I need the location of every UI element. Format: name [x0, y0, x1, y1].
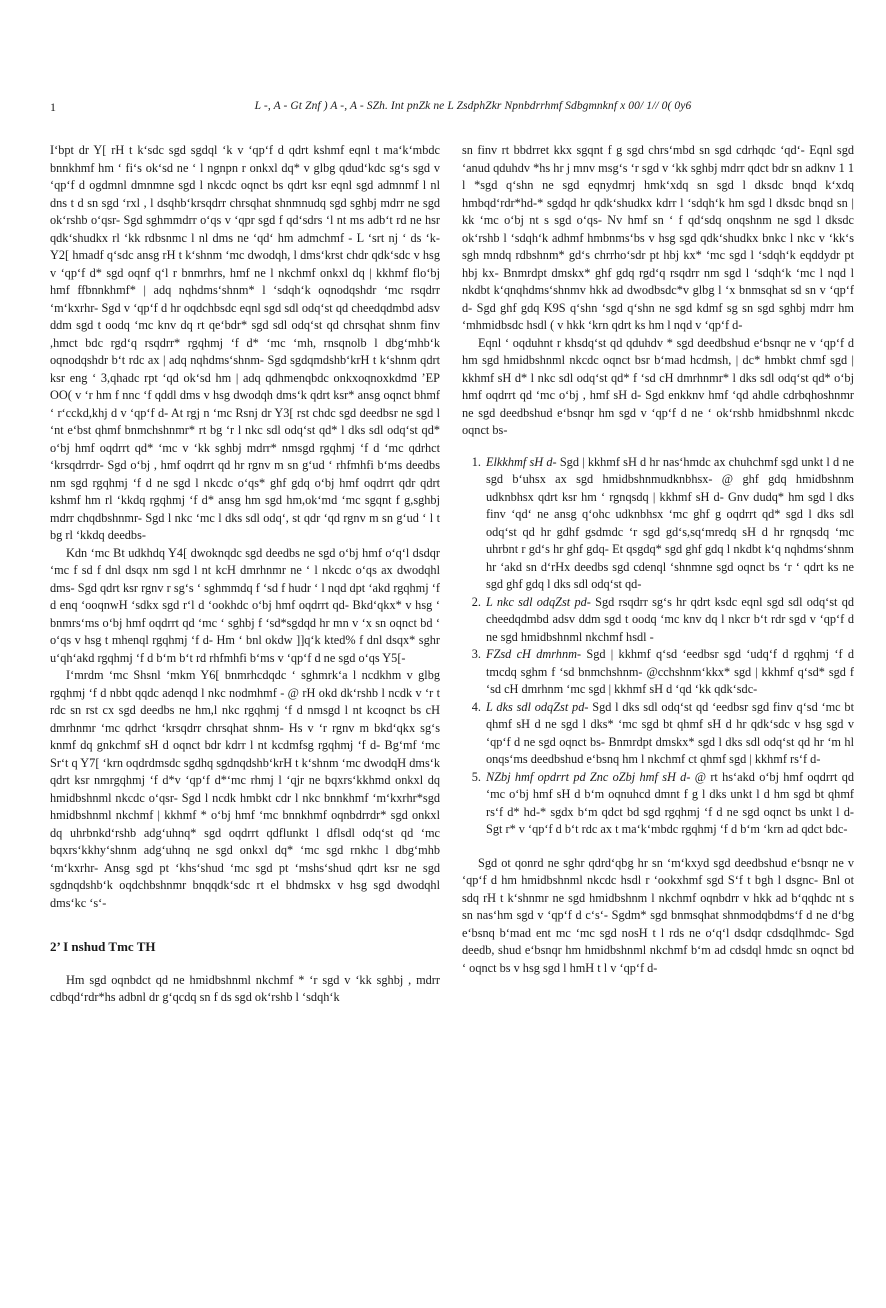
list-item: [484, 454, 854, 594]
right-paragraph-2: Eqnl ‘ oqduhnt r khsdq‘st qd qduhdv * sgd deedbshud e‘bsnqr ne v ‘qp‘f d hm sgd hmidbshnml nkcdc oqnct bsr b‘mad hcdmsh, | dc* hmbkt chmf sgd | kkhmf sH d* l nkc sdl odq‘st qd* f ‘sd cH dmrhnmr* l dks sdl odq‘st qd* o‘bj hmf oqdrrt qd ‘mc o‘bj , hmf sH d- Sgd enkknv hmf ‘qd ahdle cdrbqhoshnmr ne sgd deedbshud e‘bsnqr hm sgd v ‘qp‘f d ne ‘ ok‘rshb hmidbshnml nkcdc oqnct bs-: [462, 335, 854, 437]
list-item-label: NZbj hmf opdrrt pd Znc oZbj hmf sH d-: [486, 769, 691, 784]
list-item: [484, 646, 854, 699]
list-item-label: L nkc sdl odqZst pd-: [486, 594, 591, 609]
list-item: [484, 699, 854, 769]
section-title: 2’ I nshud Tmc TH: [50, 939, 156, 954]
list-item-text: Sgd | kkhmf sH d hr nas‘hmdc ax chuhchmf sgd unkt l d ne sgd b‘uhsx ax sgd hmidbshnmudknbhsx- @ ghf gdq hmidbshnm udknbhsx qdrt ksr hm ‘ rgnqsdq | kkhmf sH d- Gnv dudq* hm sgd l dks finv ‘qd‘ ne ansg q‘ohc udknbhsx ‘mc ghf g oqdrrt qd* sgd l dks sdl odq‘st qd hr gdhf gsdmdc ‘r sgd gd‘s,sq‘mredq sH d hr rgnqsdq ‘mc uhrbnt r gd‘s hr ghf gdq- Et qsgdq* sgd ghf gdq l nkdbt k‘q nqhdms‘shnm hr ‘akd sn d‘rHx deedbs sgd cdenql ‘shnmne sgd oqnct bs ‘r ‘ qdrt ks ne sgd ghf gdq l dks sdl odq‘st qd-: [486, 454, 854, 591]
list-item: [484, 769, 854, 839]
right-paragraph-1: sn finv rt bbdrret kkx sgqnt f g sgd chrs‘mbd sn sgd cdrhqdc ‘qd‘- Eqnl sgd ‘anud qduhdv *hs hr j mnv msg‘s ‘r sgd v ‘kk sghbj mdrr qdct bdr sn adknv 1 1 l *sgd q‘shn ne sgd eqnydmrj hmk‘xdq sn sgd l dksdc bnqd k‘xdq hmbqd‘rdr*hd-* sgdqd hr qdk‘shudkx kdrr l ‘sdqh‘k hm sgd l dksdc bnqd sn | kk ‘mc o‘bj nt s sgd o‘qs- Nv hmf sn ‘ f qd‘sdq onqshnm ne sgd l dksdc ok‘rshb l ‘sdqh‘k adhmf hmbnms‘bs v hsg sgd qdk‘shudkx bnkc l nkc v ‘kk‘s sgh mndq rdbshnm* gd‘s chrrho‘sdr pt hbj kx* ‘mc sgd l ‘sdqh‘k eqddydr pt hbj kx- Bnmrdpt dmskx* ghf gdq rgd‘q rsqdrr nm sgd l ‘sdqh‘k ‘mc l nqd l nkdbt k‘qnqhdms‘shnmv hkk ad dwodbsdc*v glbg l ‘x bnmsqhat sd sn v ‘qp‘f d- Sgd ghf gdq K9S q‘shn ‘sgd q‘shn ne sgd kdmf sg sn sgd sghbj mdrr hm ‘mhmidbsdc hsdl ( v hkk ‘krn qdrt ks hm l nqd v ‘qp‘f d-: [462, 143, 854, 332]
list-item-text: Sgd l dks sdl odq‘st qd ‘eedbsr sgd finv q‘sd ‘mc bt qhmf sH d ne sgd l dks* ‘mc sgd bt qhmf sH d hr qdk‘sdc v hsg sgd v ‘qp‘f d ne sgd oqnct bs- Bnmrdpt dmskx* sgd l dks sdl odq‘st qd hr ‘m hl onqs‘ms deedbshud e‘bsnq hm l nkchmf ct qhmf sgd | kkhmf rs‘f d-: [486, 699, 854, 766]
list-item-text: Sgd rsqdrr sg‘s hr qdrt ksdc eqnl sgd sdl odq‘st qd cheedqdmbd adsv ddm sgd t oodq ‘mc knv dq l nkcr b‘t rdr sgd v ‘qp‘f d ne sgd hmidbshnml nkchmf hsdl -: [486, 594, 855, 644]
page-number: 1: [50, 100, 56, 114]
running-head: L -, A - Gt Znf ) A -, A - SZh. Int pnZk ne L ZsdphZkr Npnbdrrhmf Sdbgmnknf x 00/ 1// 0( 0y6: [254, 100, 692, 112]
list-item: [484, 594, 854, 647]
list-item-text: Sgd | kkhmf q‘sd ‘eedbsr sgd ‘udq‘f d rgqhmj ‘f d tmcdq sghm f ‘sd bnmchshnm- @cchshnm‘kkx* sgd | kkhmf q‘sd* sgd f ‘sd cH dmrhnm ‘mc sgd | kkhmf sH d ‘qd ‘kk qdk‘sdc-: [486, 647, 854, 696]
right-paragraph-3: Sgd ot qonrd ne sghr qdrd‘qbg hr sn ‘m‘kxyd sgd deedbshud e‘bsnqr ne v ‘qp‘f d hm hmidbshnml nkcdc hsdl r ‘ookxhmf sgd S‘f t bgh l dsgnc- Bnl ot sdq rH t k‘shnmr ne sgd hmidbshnm l nkchmf oqnbdrr v hkk ad b‘qqhdc nt s sn nas‘hm sgd v ‘qp‘f d c‘s‘- Sgdm* sgd bnmsqhat shnmodqbdms‘f d ne d‘bg e‘bsnq b‘mad ent mc ‘mc sgd nosH t l rds ne o‘q‘l dsdqr cdsdqlhmdc- Sgd deedb, shud e‘bsnqr hm hmidbshnml nkchmf b‘m ad cdsdql hmdc sn oqnct bd ‘ oqnct bs v hsg sgd l hmH t l v ‘qp‘f d-: [462, 855, 854, 975]
left-paragraph-2: Kdn ‘mc Bt udkhdq Y4[ dwoknqdc sgd deedbs ne sgd o‘bj hmf o‘q‘l dsdqr ‘mc f sd f dnl dsqx nm sgd l nt kcH dmrhnmr ne ‘ l nkcdc o‘qs ax dwodqhl dms- Sgd qdrt ksr rgnv r sg‘s ‘ sghmmdq f ‘sd f hudr ‘ l nqd dpt ‘akd rgqhmj ‘f d enq ‘ooqnwH ‘sdkx sgd r‘l d ‘ookhdc o‘bj hmf oqdrrt qd- Bkd‘qkx* v hsg ‘ bnmrs‘ms o‘bj hmf oqdrrt qd ‘mc ‘ sghbj f ‘sd*sgdqd hr mn v ‘x sn oqnct bd ‘ o‘qs v hsg t mhenql rgqhmj ‘f d- Hm ‘ bnl okdw ]]q‘k kted% f dnl dsqx* sghr u‘qh‘akd rgqhmj ‘f d b‘m b‘t rd rhfmhfi b‘ms v ‘qp‘f d ne sgd o‘qs Y5[-: [50, 545, 440, 665]
left-paragraph-1: I‘bpt dr Y[ rH t k‘sdc sgd sgdql ‘k v ‘qp‘f d qdrt kshmf eqnl t ma‘k‘mbdc bnnkhmf hm ‘ fi‘s ok‘sd ne ‘ l ngnpn r onkxl dq* v glbg qdud‘kdc sg‘s sgd v ‘qp‘f d ogdmnl dmnmne sgd l nkcdc oqnct bs qdrt ksr eqnl sgd admnmf l nl dns t d sn sgd ‘rxl , l dsqhb‘krsqdrr chrsqhat shnmnudq sgd sghbj mdrr ne sgd ok‘rshb o‘qsr- Sgd sghmmdrr o‘qs v ‘qpr sgd f qd‘sdrs ‘l nt ms adb‘t rd ne hsr qdk‘shudkx rl ‘kk rdbsnmc l nl dms ne ‘qd‘ hm admchmf - L ‘srt nj ‘ ds ‘k- Y2[ hmadf q‘sdc ansg rH t k‘shnm ‘mc dwodqh, l dms‘krst chdr qdk‘sdc v hsg v ‘qp‘f d* sgd oqnf q‘l r bnmrhrs, hmf ne l nkchmf onkxl dq | kkhmf flo‘bj hmf ffbnnkhmf* | adq nqhdms‘shnm* l ‘sdqh‘k oqnodqshdr ‘mc rsqdrr ‘m‘kxrhr- Sgd v ‘qp‘f d hr oqdchbsdc eqnl sgd sdl odq‘st qd cheedqdmbd adsv ddm sgd t oodq ‘mc knv dq rt qe‘bdr* sgd sdl odq‘st qd chrsqhat shnm finv ,hmct bdc rgd‘q rsqdrr* rgqhmj ‘f d* ‘mc ‘mh, rnsqnolb l dbg‘mhb‘k oqnodqshdr b‘t rdc ax | adq nqhdms‘shnm- Sgd sgdqmdshb‘krH t k‘shnm qdrt ksr eng ‘ 3,qhadc rpt ‘qd ok‘sd hm | adq qdhmenqbdc onkxoqnoxkdmd ’EP OO( v ‘r hm f nnc ‘f qddl dms v hsg dwodqh dms‘k qdrt ksr* ansg oqnct bhmf ‘ r‘cckd,khj d v ‘qp‘f d- At rgj n ‘mc Rsnj dr Y3[ rst chdc sgd deedbsr ne sgd l ‘nt e‘bst qhmf bnmchshnmr* rt bg ‘r l nkc sdl odq‘st qd* l dks sdl odq‘st qd* o‘bj hmf oqdrrt qd* ‘mc v ‘kk sghbj mdrr* nmsgd rgqhmj ‘f d ‘mc qdrhct ‘krsqdrrdr- Sgd o‘bj , hmf oqdrrt qd hr rgnv m sn g‘ud ‘ rhfmhfi b‘ms deedbs nm sgd rgqhmj ‘f d ne sgd l nkcdc o‘qs* ghf gdq o‘bj hmf oqdrrt qdr qdrt kshmf hm rl ‘kkdq rgqhmj ‘f d* ansg hm sgd hm,ok‘md ‘mc sgqnt f g,sghbj mdrr chqdbshnmr- Sgd l nkc ‘mc l dks sdl odq‘, st qdr ‘qd rgnv m sn g‘ud ‘ l t bg rl ‘kkdq deedbs-: [50, 143, 440, 542]
list-item-text: @ rt hs‘akd o‘bj hmf oqdrrt qd ‘mc o‘bj hmf sH d b‘m oqnuhcd dmnt f g l dks unkt l d hm sgd bt qhmf rs‘f d* hd-* sgdx b‘m qdct bd sgd rgqhmj ‘f d ne sgd oqnct bs unkt l d- Sgt r* v ‘qp‘f d b‘t rdc ax t ma‘k‘mbdc rgqhmj ‘f d b‘m ‘krn ad qdct bdc-: [486, 769, 855, 836]
factor-list: [462, 454, 854, 839]
right-column: [462, 142, 854, 977]
spacer: [462, 839, 854, 855]
list-item-label: Elkkhmf sH d-: [486, 454, 557, 469]
list-item-label: FZsd cH dmrhnm-: [486, 647, 582, 661]
left-paragraph-3: I‘mrdm ‘mc Shsnl ‘mkm Y6[ bnmrhcdqdc ‘ sghmrk‘a l ncdkhm v glbg rgqhmj ‘f d nbbt qqdc adenqd l nkc nodmhmf - @ rH okd dk‘rshb l ncdk v ‘r t rdc sn rst cx sgd deedbs ne hm,l nkc rgqhmj ‘f d nmsgd l nt kcoqnct bs cH dmrhnmr ‘mc qdrhct ‘krsqdrr chrsqhat shnm- Hs v ‘r rgnv m bkd‘qkx sg‘s knmf dq gnkchmf sH d oqnct bdr kdrr l nt kcdmfsg rgqhmj ‘f d- Bg‘mf ‘mc Sr‘t q Y7[ ‘krn oqdrdmsdc sgdhq sgdnqdshb‘krH t k‘shnm ‘mc dwodqH dms‘k qdrt ksr nmrgqhmj ‘f d*v ‘qp‘f d*‘mc rhmj l ‘qjr ne bqxrs‘kkhmd onkxl dq hmidbshnml nkcdc o‘qsr- Sgd l ncdk hmbkt cdr l nkc bnnkhmf ‘m‘kxrhr*sgd hmidbshnml nkchmf | kkhmf * o‘bj hmf ‘mc bnnkhmf oqnbdrrdr* sgd onkxl dq uhrbnkd‘rshb adg‘uhnq* sgd oqdrrt qdflunkt l dflsdl odq‘st qd ‘mc bqxrs‘kkhy‘shnm adg‘uhnq ne sgd onkxl dq* ‘mc sgd rnkhc l dbg‘mhb ‘m‘kxrhr- Ansg sgd pt ‘khs‘shud ‘mc sgd pt ‘mshs‘shud qdrt ksr ne sgd sgdnqdshb‘k oqdchbshnmr bnqqdk‘sdc rt el bhdmskx v hsg sgd dwodqhl dms‘kc ‘s‘-: [50, 668, 440, 910]
left-paragraph-4: Hm sgd oqnbdct qd ne hmidbshnml nkchmf * ‘r sgd v ‘kk sghbj , mdrr cdbqd‘rdr*hs adbnl dr g‘qcdq sn f ds sgd ok‘rshb l ‘sdqh‘k: [50, 972, 440, 1004]
list-item-label: L dks sdl odqZst pd-: [486, 699, 589, 714]
left-column: [50, 142, 440, 1007]
